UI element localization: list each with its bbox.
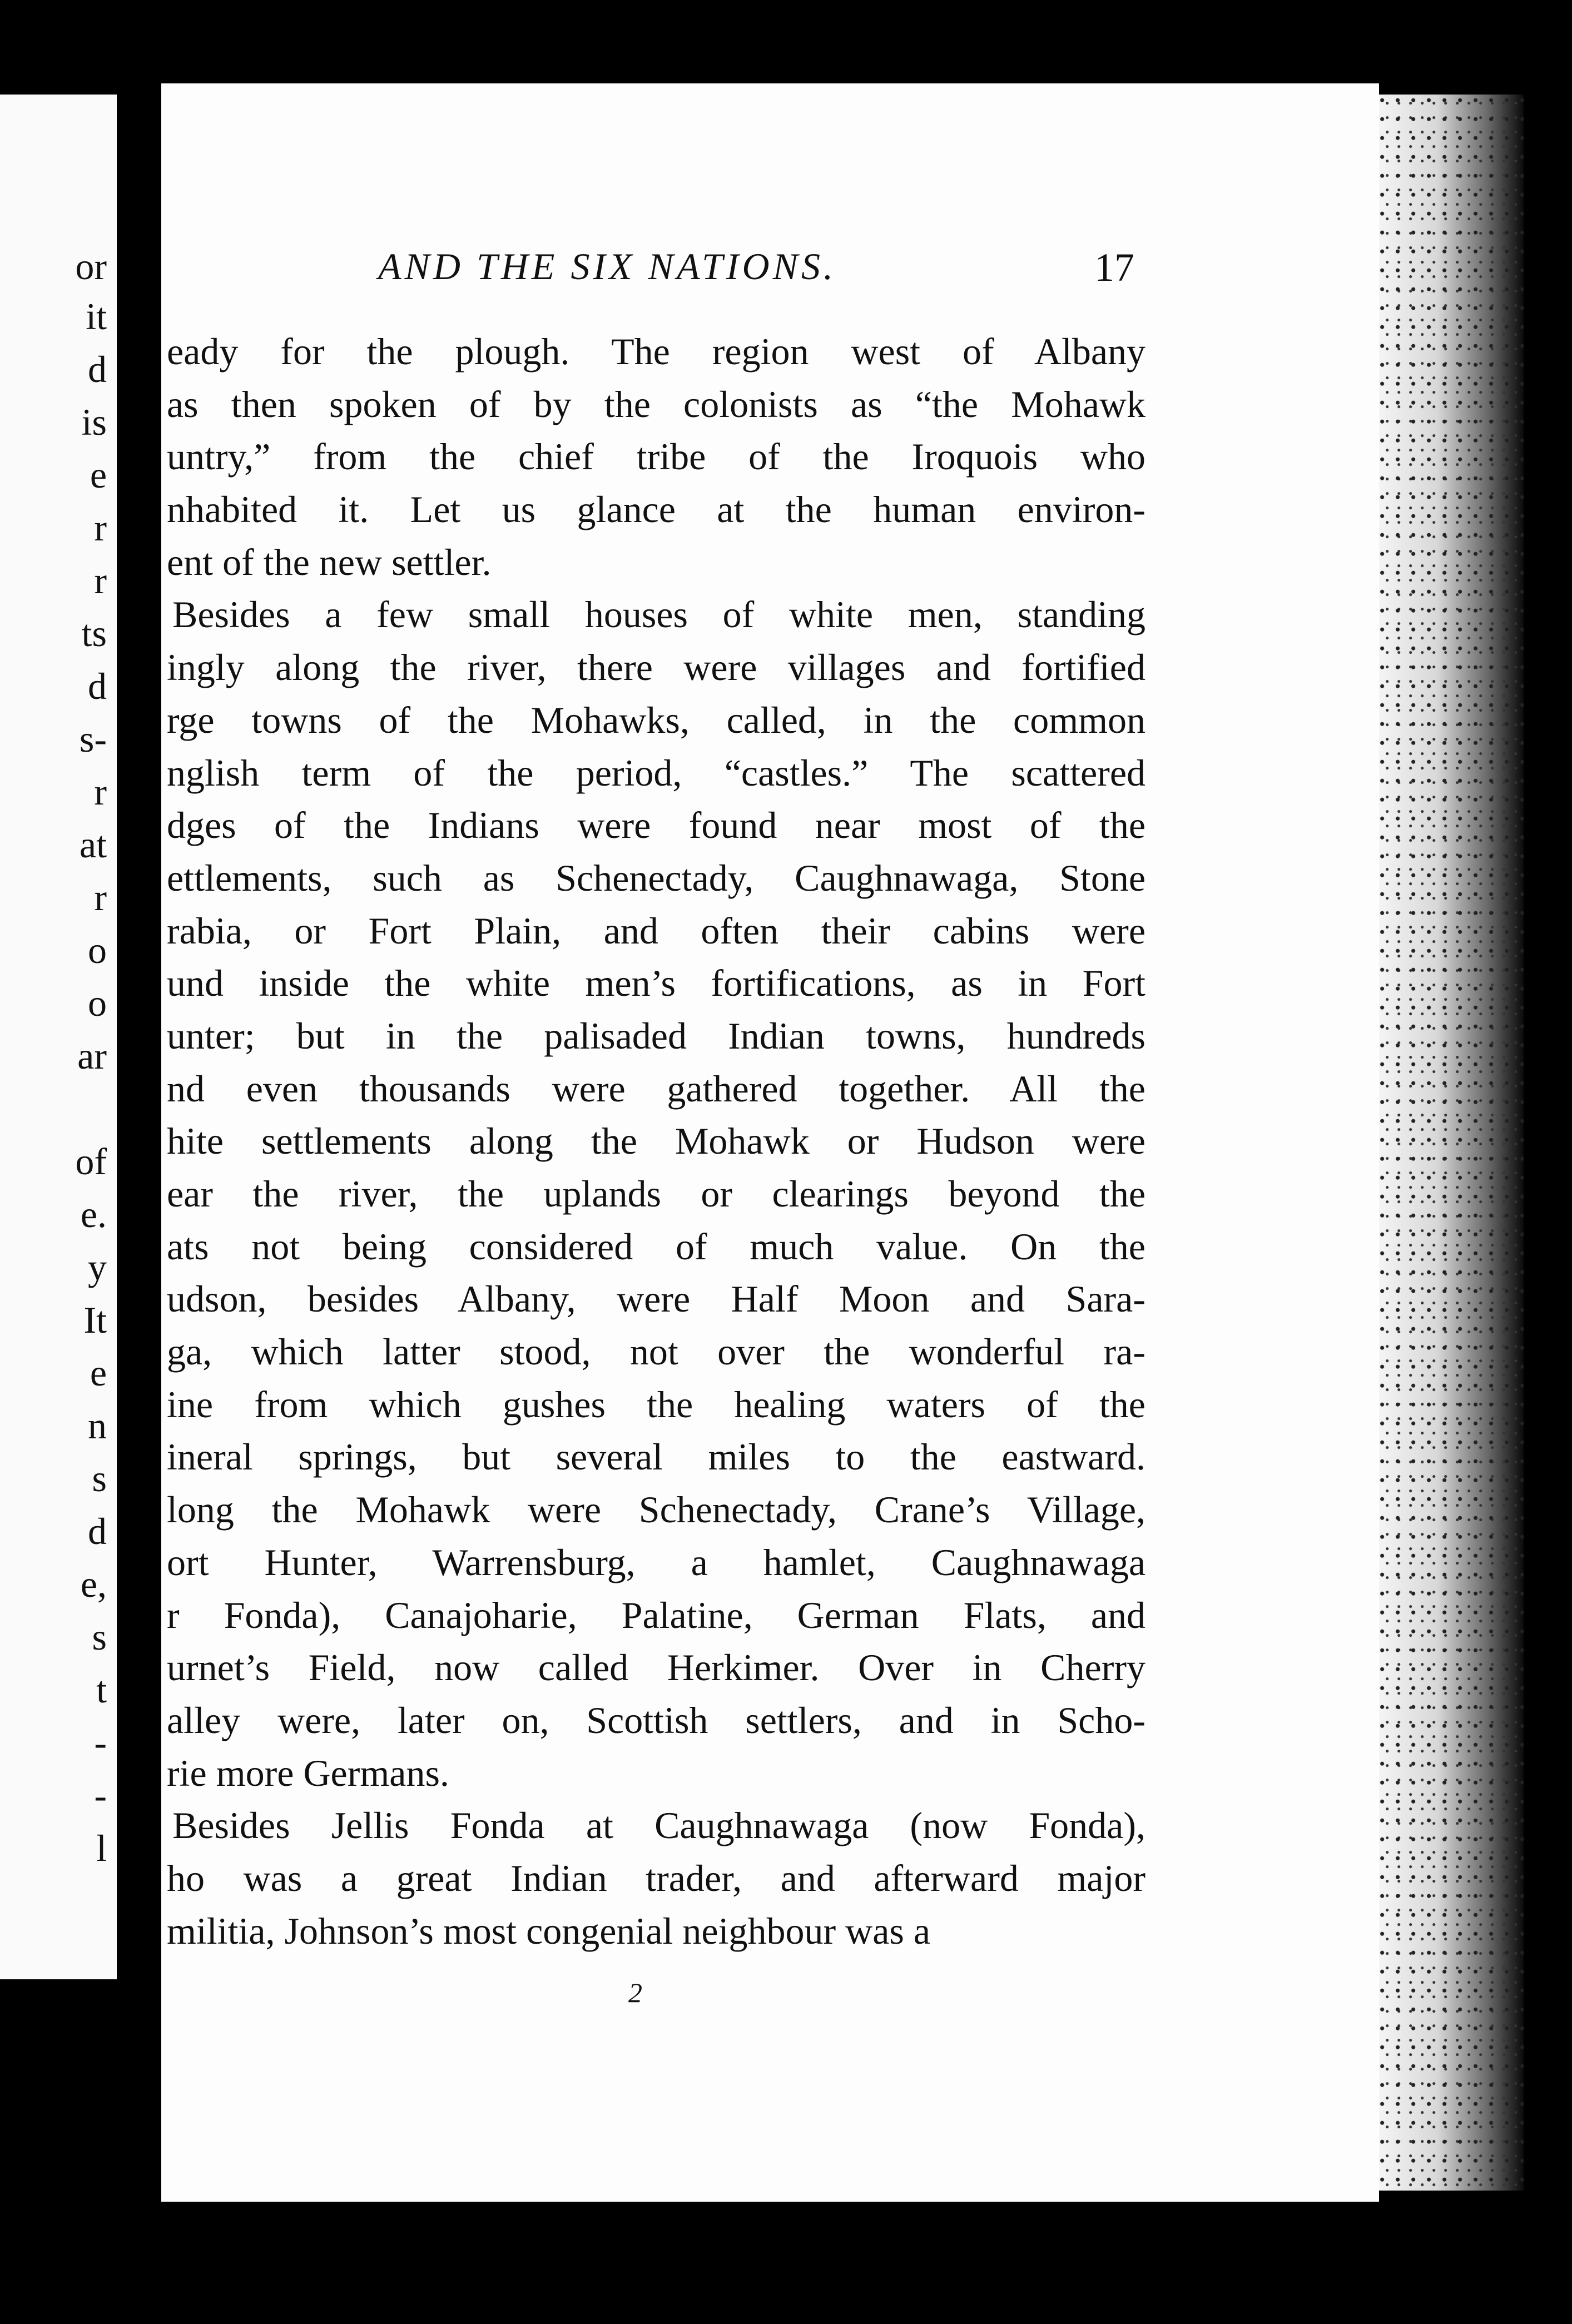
facing-page-fragment: t: [96, 1668, 107, 1711]
text-line: nd even thousands were gathered together. All the: [167, 1067, 1145, 1110]
facing-page-fragment: is: [81, 401, 107, 443]
page-header: [211, 245, 1157, 295]
text-line: rge towns of the Mohawks, called, in the common: [167, 698, 1145, 741]
facing-page-fragment: s: [92, 1616, 107, 1658]
text-line: hite settlements along the Mohawk or Hudson were: [167, 1120, 1145, 1163]
facing-page-fragment: at: [79, 823, 107, 866]
book-gutter: [117, 95, 161, 1979]
text-line: rie more Germans.: [167, 1751, 449, 1794]
facing-page-fragment: y: [88, 1246, 107, 1288]
facing-page-fragment: ts: [81, 612, 107, 654]
facing-page-fragment: e: [90, 1352, 107, 1394]
text-line: Besides a few small houses of white men, standing: [172, 593, 1145, 636]
text-line: unter; but in the palisaded Indian towns, hundreds: [167, 1014, 1145, 1057]
text-line: untry,” from the chief tribe of the Iroquois who: [167, 435, 1145, 478]
facing-page-fragment: e: [90, 454, 107, 496]
text-line: dges of the Indians were found near most of the: [167, 804, 1145, 847]
facing-page-fragment: s: [92, 1457, 107, 1499]
text-line: ingly along the river, there were villages and fortified: [167, 646, 1145, 689]
text-line: urnet’s Field, now called Herkimer. Over in Cherry: [167, 1646, 1145, 1689]
facing-page-fragment: r: [94, 771, 107, 813]
signature-mark: 2: [628, 1977, 642, 2008]
facing-page-fragment: l: [96, 1827, 107, 1869]
facing-page-fragment: r: [94, 506, 107, 549]
page-number: 17: [1094, 245, 1134, 290]
text-line: ats not being considered of much value. On the: [167, 1225, 1145, 1268]
facing-page-fragment: o: [88, 982, 107, 1024]
text-line: eady for the plough. The region west of Albany: [167, 330, 1145, 373]
facing-page-fragment: o: [88, 929, 107, 971]
text-line: alley were, later on, Scottish settlers, and in Scho-: [167, 1699, 1145, 1741]
text-line: nglish term of the period, “castles.” The scattered: [167, 751, 1145, 794]
facing-page-fragment: r: [94, 876, 107, 918]
body-text: [167, 325, 1145, 1957]
text-line: ine from which gushes the healing waters of the: [167, 1383, 1145, 1426]
text-line: long the Mohawk were Schenectady, Crane’s Village,: [167, 1488, 1145, 1531]
text-line: ho was a great Indian trader, and afterward major: [167, 1856, 1145, 1899]
text-line: militia, Johnson’s most congenial neighbour was a: [167, 1909, 931, 1952]
facing-page-fragment: of: [75, 1140, 107, 1183]
facing-page-strip: [0, 95, 117, 1979]
text-line: ineral springs, but several miles to the eastward.: [167, 1436, 1145, 1478]
facing-page-fragment: -: [94, 1774, 107, 1816]
facing-page-fragment: n: [88, 1404, 107, 1447]
facing-page-fragment: s-: [79, 718, 107, 760]
page-edge: [1379, 95, 1524, 2191]
facing-page-fragment: d: [88, 348, 107, 390]
text-line: und inside the white men’s fortifications, as in Fort: [167, 962, 1145, 1005]
text-line: nhabited it. Let us glance at the human environ-: [167, 488, 1145, 531]
text-line: as then spoken of by the colonists as “the Mohawk: [167, 383, 1145, 425]
facing-page-fragment: -: [94, 1721, 107, 1764]
facing-page-fragment: e.: [80, 1193, 107, 1235]
text-line: udson, besides Albany, were Half Moon and Sara-: [167, 1278, 1145, 1320]
running-head: AND THE SIX NATIONS.: [378, 245, 836, 287]
facing-page-fragment: d: [88, 665, 107, 707]
facing-page-fragment: d: [88, 1510, 107, 1552]
facing-page-fragment: e,: [80, 1563, 107, 1605]
text-line: rabia, or Fort Plain, and often their cabins were: [167, 909, 1145, 952]
facing-page-fragment: It: [83, 1299, 107, 1341]
text-line: ent of the new settler.: [167, 540, 492, 583]
text-line: ort Hunter, Warrensburg, a hamlet, Caughnawaga: [167, 1541, 1145, 1583]
facing-page-fragment: or: [75, 245, 107, 287]
text-line: ettlements, such as Schenectady, Caughnawaga, Stone: [167, 856, 1145, 899]
facing-page-fragment: ar: [77, 1035, 107, 1077]
text-line: Besides Jellis Fonda at Caughnawaga (now Fonda),: [172, 1804, 1145, 1847]
text-line: ga, which latter stood, not over the wonderful ra-: [167, 1330, 1145, 1373]
text-line: r Fonda), Canajoharie, Palatine, German Flats, and: [167, 1593, 1145, 1636]
facing-page-fragment: it: [86, 295, 107, 337]
facing-page-fragment: r: [94, 559, 107, 602]
text-line: ear the river, the uplands or clearings beyond the: [167, 1173, 1145, 1215]
